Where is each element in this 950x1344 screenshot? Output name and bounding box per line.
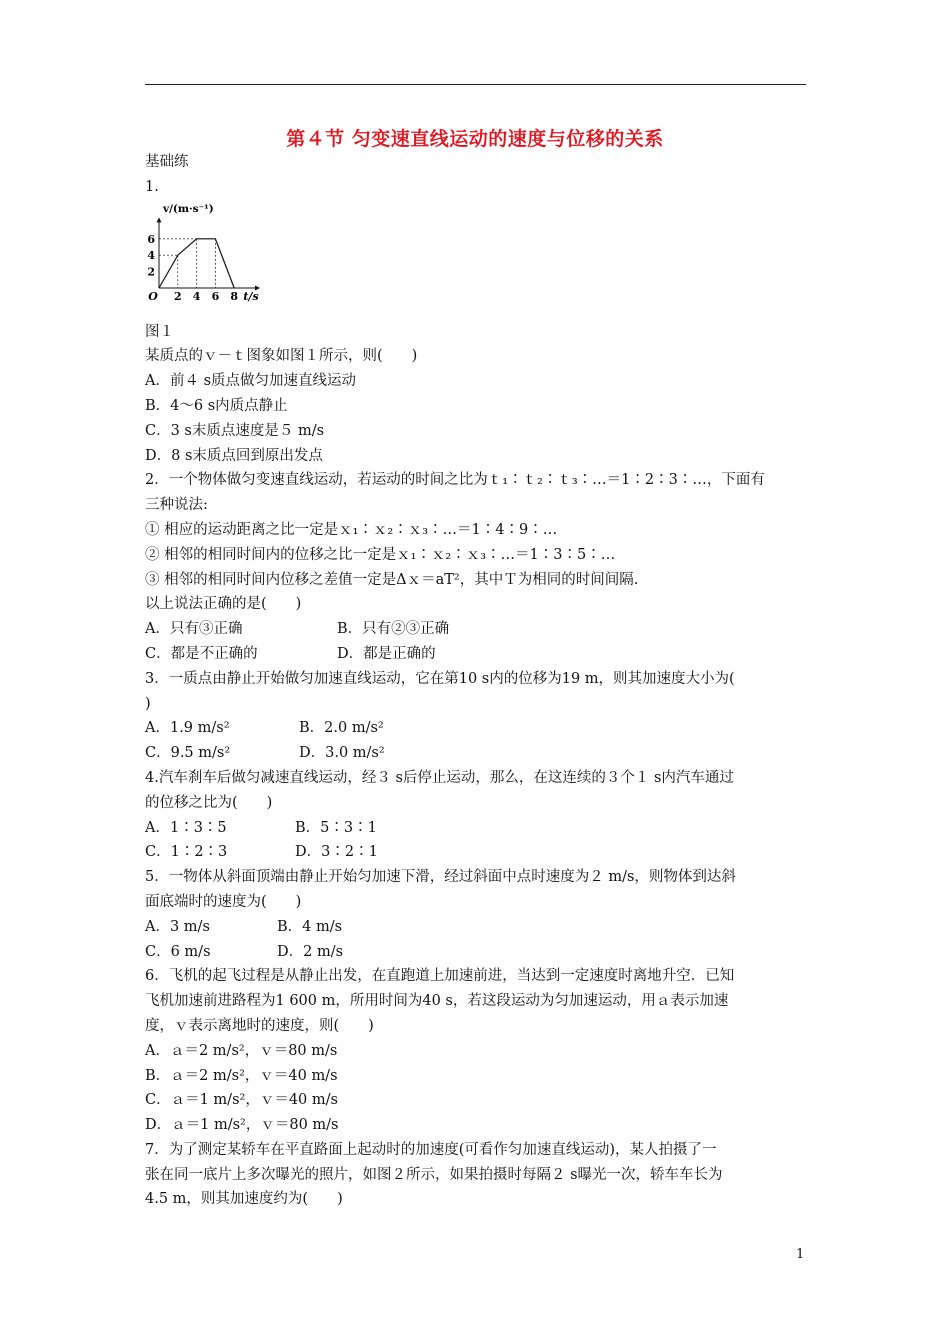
q3-option-b: B．2.0 m/s² xyxy=(299,720,384,737)
q2-options-row1 xyxy=(145,617,808,642)
q2-statement-3: ③ 相邻的相同时间内位移之差值一定是Δｘ＝aT²，其中Ｔ为相同的时间间隔. xyxy=(145,571,639,588)
q5-stem-line1: 5．一物体从斜面顶端由静止开始匀加速下滑，经过斜面中点时速度为２ m/s，则物体到达斜 xyxy=(145,869,736,886)
q4-option-a: A．1∶3∶5 xyxy=(145,819,227,836)
q4-stem-line1: 4.汽车刹车后做匀减速直线运动，经３ s后停止运动，那么，在这连续的３个１ s内汽车通过 xyxy=(145,769,734,786)
q1-option-c: C．3 s末质点速度是５ m/s xyxy=(145,422,325,439)
x-tick-label: 4 xyxy=(192,289,201,302)
x-tick-label: 2 xyxy=(173,289,182,302)
q2-option-a: A．只有③正确 xyxy=(145,621,243,638)
q2-option-d: D．都是正确的 xyxy=(337,645,436,662)
vt-graph xyxy=(145,200,808,320)
q3-stem-line1: 3．一质点由静止开始做匀加速直线运动，它在第10 s内的位移为19 m，则其加速度大小为( xyxy=(145,670,735,687)
q6-option-d: D．ａ＝1 m/s²，ｖ＝80 m/s xyxy=(145,1117,339,1134)
q2-statement-2: ② 相邻的相同时间内的位移之比一定是ｘ₁∶ｘ₂∶ｘ₃∶…＝1∶3∶5∶… xyxy=(145,546,616,563)
x-tick-label: 6 xyxy=(211,289,220,302)
q2-options-row2 xyxy=(145,642,808,667)
q6-stem-line2: 飞机加速前进路程为1 600 m，所用时间为40 s，若这段运动为匀加速运动，用ａ表示加速 xyxy=(145,993,729,1010)
x-axis-label: t/s xyxy=(243,289,259,302)
q2-statement-1: ① 相应的运动距离之比一定是ｘ₁∶ｘ₂∶ｘ₃∶…＝1∶4∶9∶… xyxy=(145,521,558,538)
x-tick-label: 8 xyxy=(230,289,239,302)
q5-option-a: A．3 m/s xyxy=(145,918,210,935)
q3-options-row2 xyxy=(145,741,808,766)
q2-option-b: B．只有②③正确 xyxy=(337,621,450,638)
q6-option-b: B．ａ＝2 m/s²，ｖ＝40 m/s xyxy=(145,1067,338,1084)
q3-option-c: C．9.5 m/s² xyxy=(145,745,231,762)
q4-option-b: B．5∶3∶1 xyxy=(295,819,377,836)
q1-stem: 某质点的ｖ－ｔ图象如图１所示，则( ) xyxy=(145,348,418,365)
q4-options-row1 xyxy=(145,816,808,841)
q4-option-d: D．3∶2∶1 xyxy=(295,844,378,861)
q4-stem-line2: 的位移之比为( ) xyxy=(145,794,273,811)
q2-option-c: C．都是不正确的 xyxy=(145,645,258,662)
q3-options-row1 xyxy=(145,716,808,741)
y-axis-label: v/(m·s⁻¹) xyxy=(163,202,214,215)
q4-options-row2 xyxy=(145,840,808,865)
q2-ask: 以上说法正确的是( ) xyxy=(145,596,302,613)
q2-stem-line1: 2．一个物体做匀变速直线运动，若运动的时间之比为ｔ₁∶ｔ₂∶ｔ₃∶…＝1∶2∶3∶…，下面有 xyxy=(145,472,765,489)
section-label: 基础练 xyxy=(145,154,189,170)
q1-figure-label: 图１ xyxy=(145,323,174,340)
page-title: 第４节 匀变速直线运动的速度与位移的关系 xyxy=(286,128,664,150)
q4-option-c: C．1∶2∶3 xyxy=(145,844,228,861)
q5-options-row1 xyxy=(145,915,808,940)
q5-option-d: D．2 m/s xyxy=(277,943,344,960)
q5-option-c: C．6 m/s xyxy=(145,943,211,960)
q5-options-row2 xyxy=(145,940,808,965)
vt-graph-svg xyxy=(145,202,285,302)
y-tick-label: 2 xyxy=(147,265,155,279)
q6-option-c: C．ａ＝1 m/s²，ｖ＝40 m/s xyxy=(145,1092,338,1109)
q5-option-b: B．4 m/s xyxy=(277,918,343,935)
q7-stem-line2: 张在同一底片上多次曝光的照片，如图２所示，如果拍摄时每隔２ s曝光一次，轿车车长为 xyxy=(145,1166,723,1183)
origin-label: O xyxy=(148,289,158,302)
q1-option-b: B．4～6 s内质点静止 xyxy=(145,397,288,414)
q2-stem-line2: 三种说法: xyxy=(145,497,208,514)
q3-option-a: A．1.9 m/s² xyxy=(145,720,230,737)
q7-stem-line1: 7．为了测定某轿车在平直路面上起动时的加速度(可看作匀加速直线运动)，某人拍摄了一 xyxy=(145,1141,717,1158)
q1-number: 1. xyxy=(145,178,159,195)
q1-option-d: D．8 s末质点回到原出发点 xyxy=(145,447,323,464)
y-axis-arrow xyxy=(157,217,162,222)
q6-option-a: A．ａ＝2 m/s²，ｖ＝80 m/s xyxy=(145,1042,338,1059)
page-number: 1 xyxy=(796,1247,805,1262)
q6-stem-line3: 度，ｖ表示离地时的速度，则( ) xyxy=(145,1017,374,1034)
q7-stem-line3: 4.5 m，则其加速度约为( ) xyxy=(145,1191,343,1208)
header-rule xyxy=(145,84,806,85)
worksheet-body xyxy=(145,150,808,1212)
q3-stem-line2: ) xyxy=(145,695,151,712)
y-tick-label: 4 xyxy=(147,248,155,262)
q6-stem-line1: 6．飞机的起飞过程是从静止出发，在直跑道上加速前进，当达到一定速度时离地升空．已知 xyxy=(145,968,735,985)
y-tick-label: 6 xyxy=(147,232,155,246)
q1-option-a: A．前４ s质点做匀加速直线运动 xyxy=(145,373,357,390)
q3-option-d: D．3.0 m/s² xyxy=(299,745,385,762)
q5-stem-line2: 面底端时的速度为( ) xyxy=(145,893,302,910)
